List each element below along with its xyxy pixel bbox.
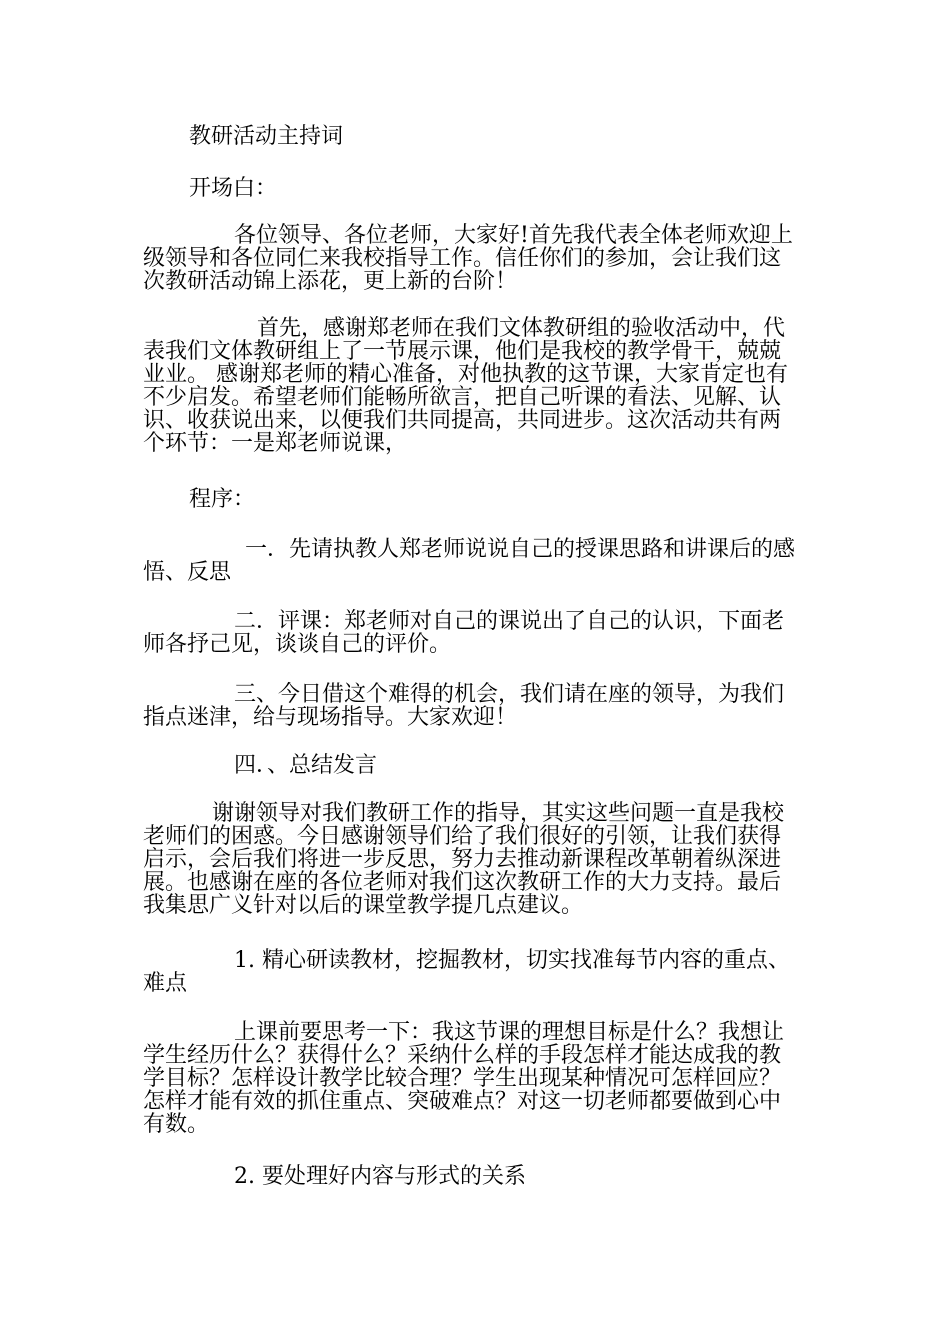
paragraph-line: 有数。 xyxy=(143,1112,210,1137)
paragraph-line: 学目标？怎样设计教学比较合理？学生出现某种情况可怎样回应？ xyxy=(143,1066,782,1091)
paragraph-line: 一．先请执教人郑老师说说自己的授课思路和讲课后的感 xyxy=(245,537,796,562)
paragraph-line: 悟、反思 xyxy=(143,560,232,585)
paragraph-line: 识、收获说出来，以便我们共同提高，共同进步。这次活动共有两 xyxy=(143,408,782,433)
paragraph-line: 首先，感谢郑老师在我们文体教研组的验收活动中，代 xyxy=(257,316,786,341)
paragraph-line: 师各抒己见，谈谈自己的评价。 xyxy=(143,632,452,657)
paragraph-line: 三、今日借这个难得的机会，我们请在座的领导，为我们 xyxy=(234,682,785,707)
paragraph-line: 难点 xyxy=(143,971,188,996)
program-label: 程序： xyxy=(189,487,256,512)
paragraph-line: 各位领导、各位老师，大家好!首先我代表全体老师欢迎上 xyxy=(234,223,793,248)
paragraph-line: 表我们文体教研组上了一节展示课，他们是我校的教学骨干，兢兢 xyxy=(143,339,782,364)
paragraph-line: 二．评课：郑老师对自己的课说出了自己的认识，下面老 xyxy=(234,609,785,634)
paragraph-line: 指点迷津，给与现场指导。大家欢迎！ xyxy=(143,705,518,730)
paragraph-line: 业业。 感谢郑老师的精心准备，对他执教的这节课，大家肯定也有 xyxy=(143,362,788,387)
program-step-4: 四．、总结发言 xyxy=(234,753,378,778)
paragraph-line: 上课前要思考一下：我这节课的理想目标是什么？我想让 xyxy=(234,1020,785,1045)
paragraph-line: 不少启发。希望老师们能畅所欲言，把自己听课的看法、见解、认 xyxy=(143,385,782,410)
paragraph-line: 怎样才能有效的抓住重点、突破难点？对这一切老师都要做到心中 xyxy=(143,1089,782,1114)
paragraph-line: 个环节：一是郑老师说课， xyxy=(143,431,408,456)
paragraph-line: 启示，会后我们将进一步反思，努力去推动新课程改革朝着纵深进 xyxy=(143,847,782,872)
paragraph-line: 展。也感谢在座的各位老师对我们这次教研工作的大力支持。最后 xyxy=(143,870,782,895)
paragraph-line: 老师们的困惑。今日感谢领导们给了我们很好的引领，让我们获得 xyxy=(143,824,782,849)
paragraph-line: 谢谢领导对我们教研工作的指导，其实这些问题一直是我校 xyxy=(212,801,785,826)
document-title: 教研活动主持词 xyxy=(189,124,344,149)
opening-label: 开场白： xyxy=(189,176,278,201)
paragraph-line: 我集思广义针对以后的课堂教学提几点建议。 xyxy=(143,893,584,918)
paragraph-line: 学生经历什么？获得什么？采纳什么样的手段怎样才能达成我的教 xyxy=(143,1043,782,1068)
paragraph-line: 1. 精心研读教材，挖掘教材，切实找准每节内容的重点、 xyxy=(234,948,790,973)
suggestion-2-heading: 2. 要处理好内容与形式的关系 xyxy=(234,1164,526,1189)
paragraph-line: 次教研活动锦上添花，更上新的台阶！ xyxy=(143,269,518,294)
paragraph-line: 级领导和各位同仁来我校指导工作。信任你们的参加，会让我们这 xyxy=(143,246,782,271)
